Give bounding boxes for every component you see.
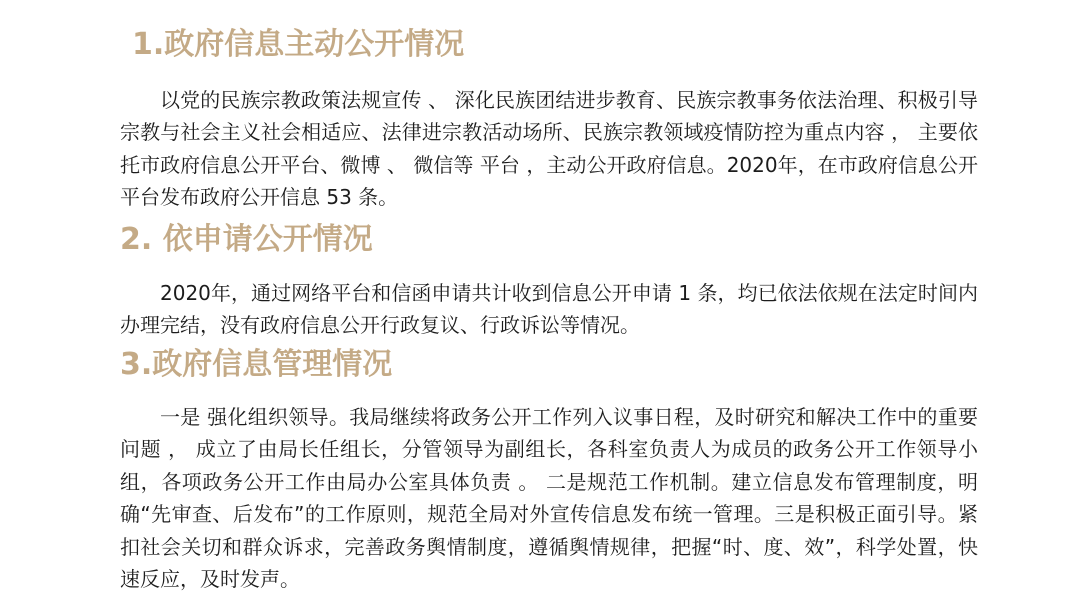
section-1-paragraph: 以党的民族宗教政策法规宣传 、 深化民族团结进步教育、民族宗教事务依法治理、积极引导宗教与社会主义社会相适应、法律进宗教活动场所、民族宗教领域疫情防控为重点内容 ， 主要依托市政府信息公开平台、微博 、 微信等 平台 ，主动公开政府信息。2020年，在市政府信息公开平台发布政府公开信息 53 条。	[120, 88, 978, 210]
section-3-paragraph: 一是 强化组织领导。我局继续将政务公开工作列入议事日程，及时研究和解决工作中的重要问题 ， 成立了由局长任组长，分管领导为副组长，各科室负责人为成员的政务公开工作领导小组，各项政务公开工作由局办公室具体负责 。 二是规范工作机制。建立信息发布管理制度，明确“先审查、后发布”的工作原则，规范全局对外宣传信息发布统一管理。三是积极正面引导。紧扣社会关切和群众诉求，完善政务舆情制度，遵循舆情规律，把握“时、度、效”，科学处置，快速反应，及时发声。	[120, 405, 978, 592]
section-2-heading: 2. 依申请公开情况	[120, 222, 373, 257]
section-2-paragraph: 2020年，通过网络平台和信函申请共计收到信息公开申请 1 条，均已依法依规在法定时间内办理完结，没有政府信息公开行政复议、行政诉讼等情况。	[120, 281, 978, 338]
section-1-heading: 1.政府信息主动公开情况	[132, 27, 465, 62]
section-3-heading: 3.政府信息管理情况	[120, 347, 393, 382]
